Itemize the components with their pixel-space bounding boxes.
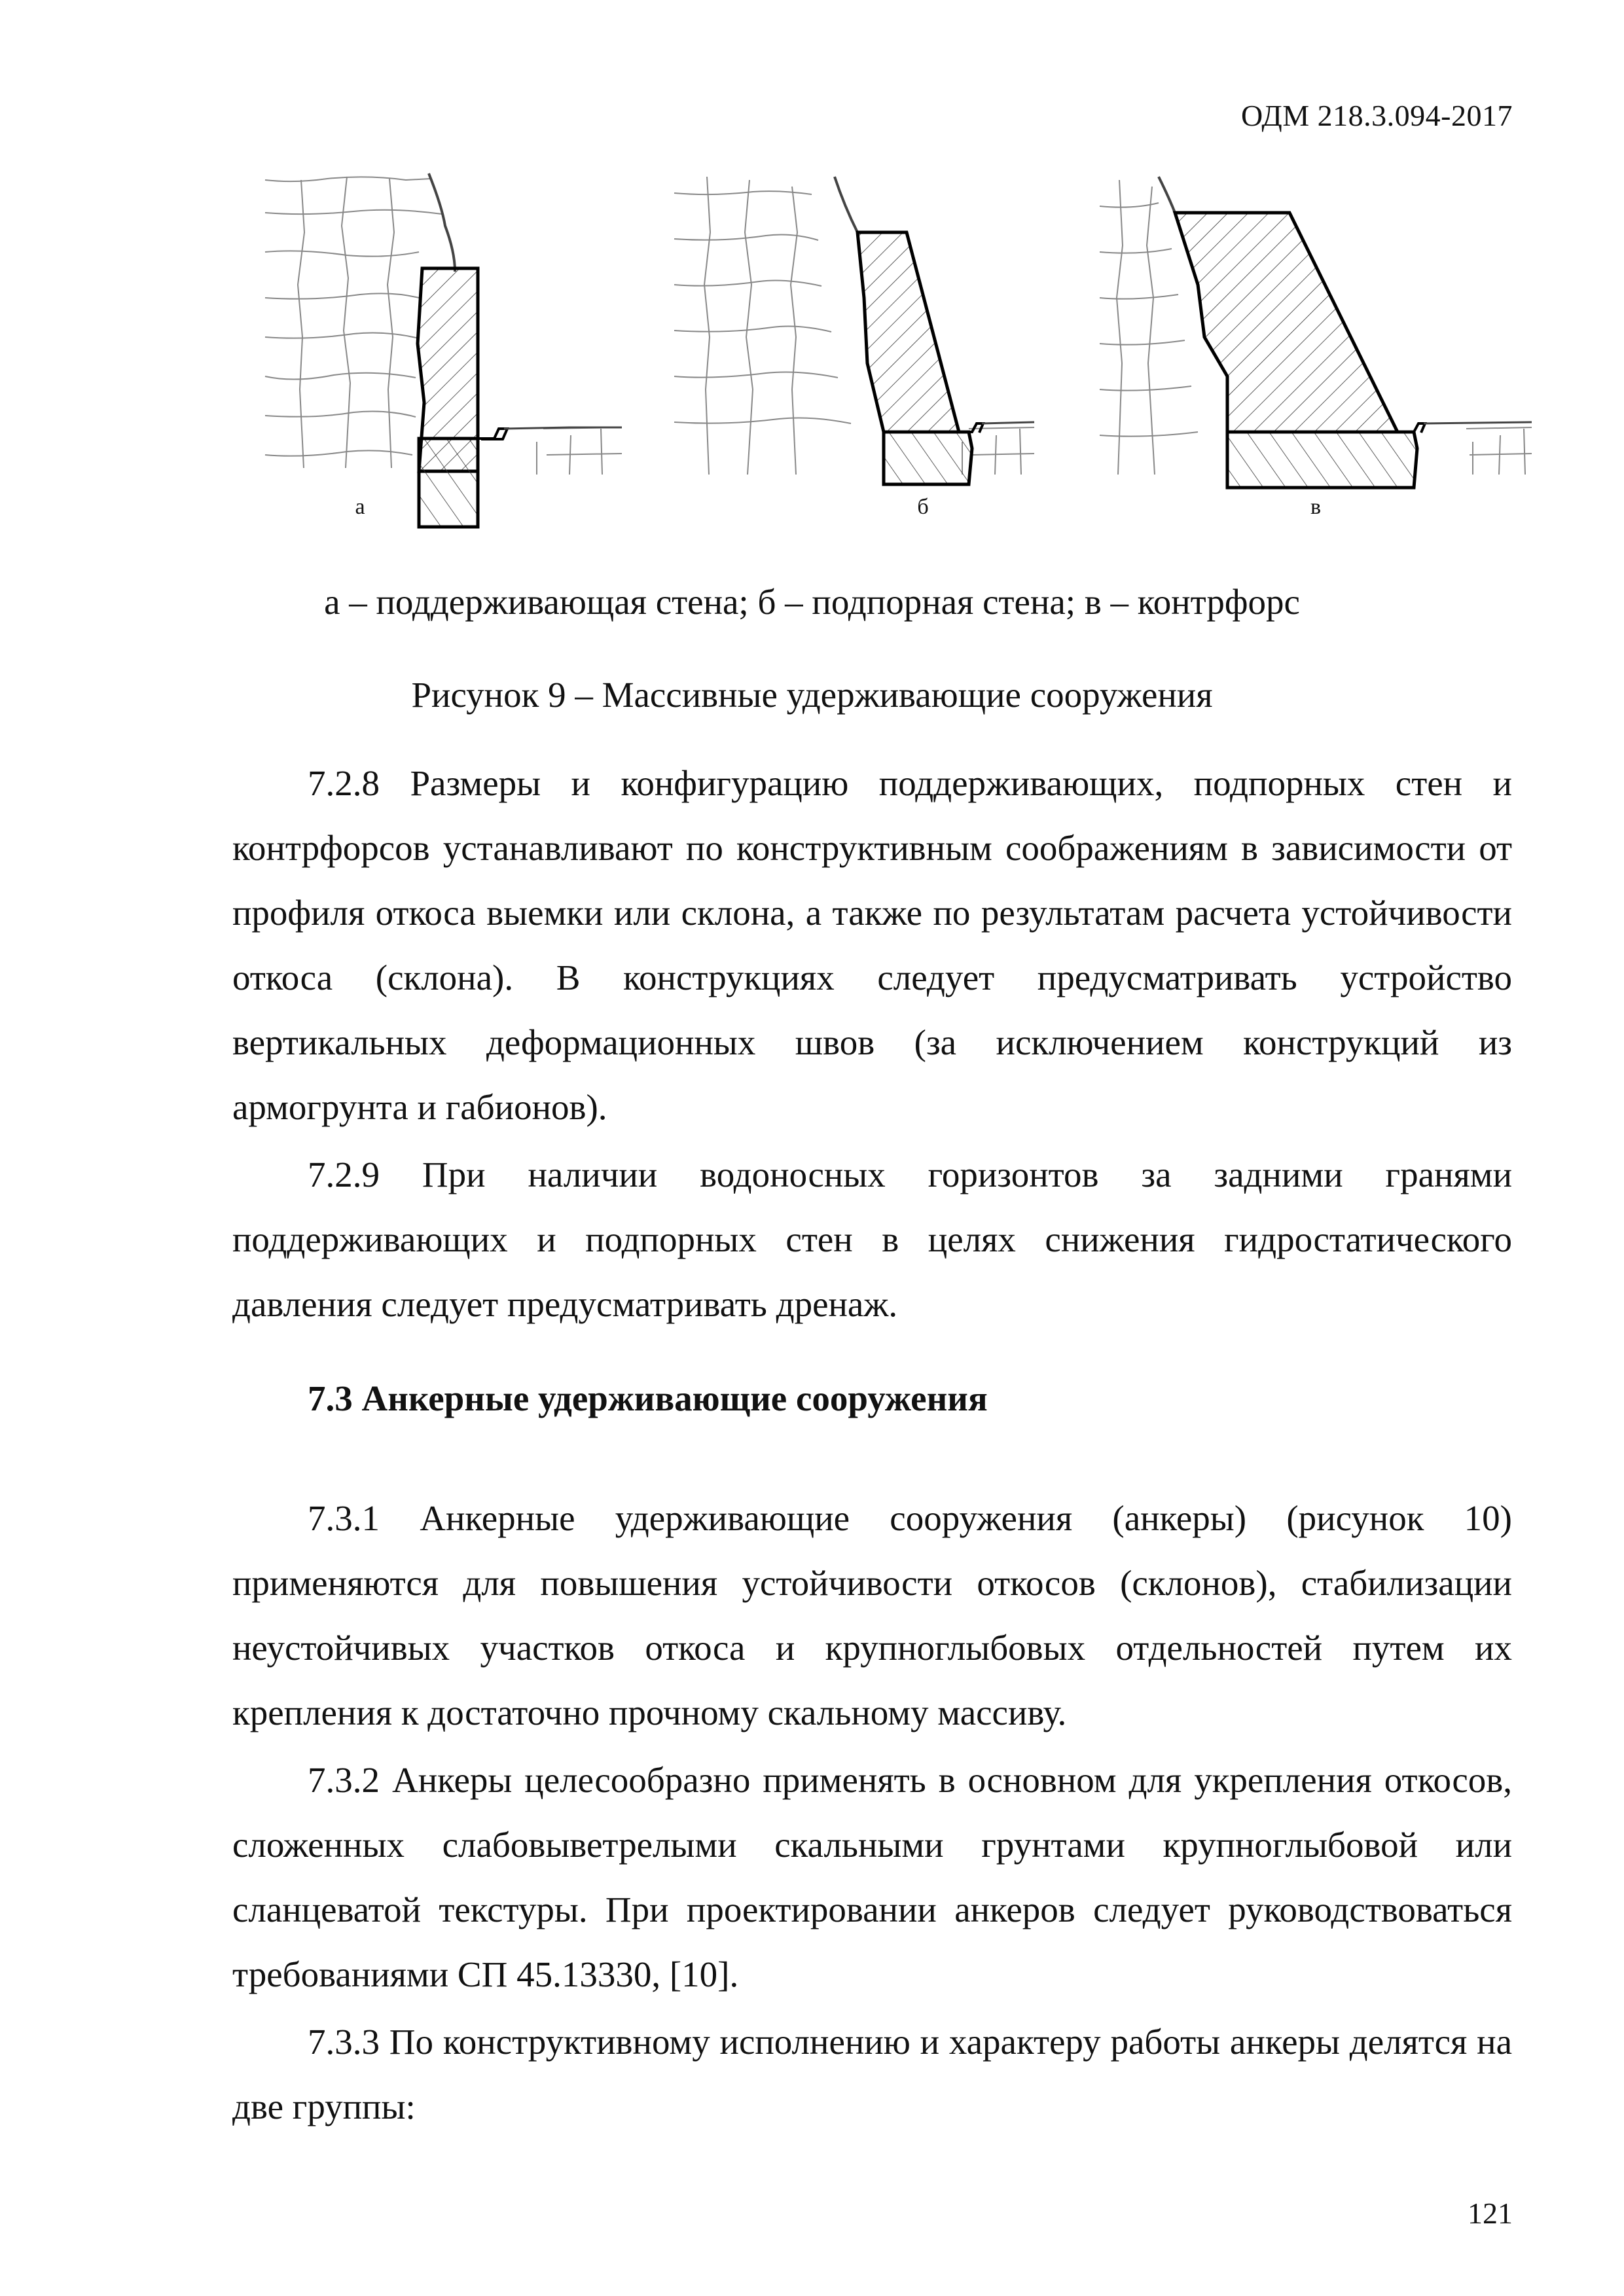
panel-a-label: а: [355, 495, 365, 519]
paragraph-7-2-9: 7.2.9 При наличии водоносных горизонтов за задними гранями поддерживающих и подпорных стен в целях снижения гидростатического давления следует предусматривать дренаж.: [232, 1155, 1512, 1324]
retaining-wall-footing: [884, 432, 972, 484]
panel-b-retaining-wall: [674, 177, 1034, 519]
supporting-wall-footing: [419, 439, 478, 527]
paragraph-7-3-2: 7.3.2 Анкеры целесообразно применять в основном для укрепления откосов, сложенных слабовыветрелыми скальными грунтами крупноглыбовой или сланцеватой текстуры. При проектировании анкеров следует руководствоваться требованиями СП 45.13330, [10].: [232, 1760, 1512, 1994]
buttress-footing: [1227, 432, 1417, 488]
retaining-wall-body: [857, 232, 959, 432]
drain-tray: [478, 429, 507, 439]
page-number: 121: [1468, 2197, 1513, 2230]
panel-b-label: б: [917, 495, 929, 519]
figure-subcaption: а – поддерживающая стена; б – подпорная стена; в – контрфорс: [324, 582, 1300, 622]
panel-c-label: в: [1310, 495, 1322, 519]
section-heading-7-3: 7.3 Анкерные удерживающие сооружения: [308, 1378, 988, 1418]
document-code: ОДМ 218.3.094-2017: [1240, 99, 1513, 132]
paragraph-7-2-8: 7.2.8 Размеры и конфигурацию поддерживающих, подпорных стен и контрфорсов устанавливают по конструктивным соображениям в зависимости от профиля откоса выемки или склона, а также по результатам расчета устойчивости откоса (склона). В конструкциях следует предусматривать устройство вертикальных деформационных швов (за исключением конструкций из армогрунта и габионов).: [232, 763, 1512, 1127]
paragraph-7-3-3: 7.3.3 По конструктивному исполнению и характеру работы анкеры делятся на две группы:: [232, 2022, 1512, 2126]
paragraph-7-3-1: 7.3.1 Анкерные удерживающие сооружения (анкеры) (рисунок 10) применяются для повышения устойчивости откосов (склонов), стабилизации неустойчивых участков откоса и крупноглыбовых отдельностей путем их крепления к достаточно прочному скальному массиву.: [232, 1498, 1512, 1732]
panel-a-supporting-wall: [265, 173, 622, 527]
figure-title: Рисунок 9 – Массивные удерживающие сооружения: [411, 675, 1213, 715]
buttress-body: [1175, 213, 1398, 432]
figure-9-retaining-structures: [255, 167, 1532, 533]
panel-c-buttress: [1100, 177, 1532, 519]
